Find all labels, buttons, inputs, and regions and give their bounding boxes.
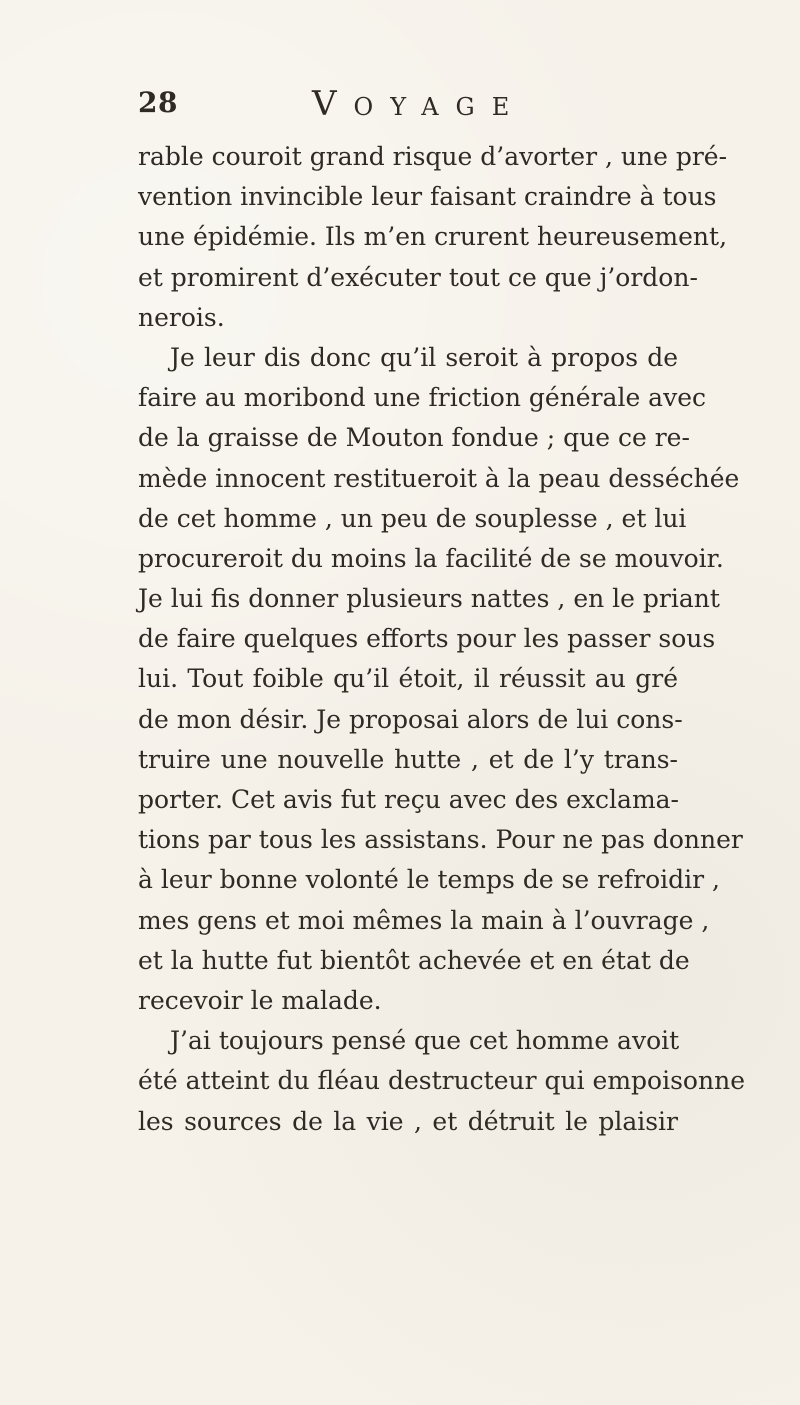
text-line: lui. Tout foible qu’il étoit, il réussit au gré: [138, 664, 678, 694]
text-line: Je leur dis donc qu’il seroit à propos de: [170, 342, 678, 372]
text-line: Je lui fis donner plusieurs nattes , en le priant: [138, 584, 720, 614]
text-line: vention invincible leur faisant craindre à tous: [138, 182, 717, 212]
text-line: et la hutte fut bientôt achevée et en état de: [138, 945, 690, 975]
text-line: une épidémie. Ils m’en crurent heureusement,: [138, 222, 728, 252]
text-line: nerois.: [138, 302, 225, 332]
text-line: recevoir le malade.: [138, 985, 382, 1015]
text-line: rable couroit grand risque d’avorter , une pré-: [138, 142, 728, 171]
text-line: été atteint du fléau destructeur qui empoisonne: [138, 1066, 745, 1096]
text-line: de cet homme , un peu de souplesse , et lui: [138, 503, 687, 533]
page-header: [138, 86, 678, 126]
text-line: de faire quelques efforts pour les passer sous: [138, 624, 716, 654]
text-line: procureroit du moins la facilité de se mouvoir.: [138, 543, 724, 573]
text-line: porter. Cet avis fut reçu avec des exclama-: [138, 785, 680, 814]
text-line: truire une nouvelle hutte , et de l’y trans-: [138, 744, 678, 774]
text-line: de la graisse de Mouton fondue ; que ce re-: [138, 423, 690, 453]
text-line: et promirent d’exécuter tout ce que j’ordon-: [138, 262, 698, 292]
text-line: à leur bonne volonté le temps de se refroidir ,: [138, 865, 720, 895]
running-title: Voyage: [312, 84, 527, 124]
text-line: tions par tous les assistans. Pour ne pas donner: [138, 825, 743, 855]
text-line: les sources de la vie , et détruit le plaisir: [138, 1106, 678, 1136]
page-number: 28: [138, 86, 178, 119]
text-line: J’ai toujours pensé que cet homme avoit: [170, 1026, 680, 1056]
text-line: faire au moribond une friction générale avec: [138, 383, 707, 413]
text-line: de mon désir. Je proposai alors de lui cons-: [138, 704, 683, 734]
body-text: [138, 137, 745, 1142]
text-line: mes gens et moi mêmes la main à l’ouvrage ,: [138, 905, 710, 935]
text-line: mède innocent restitueroit à la peau desséchée: [138, 463, 740, 493]
